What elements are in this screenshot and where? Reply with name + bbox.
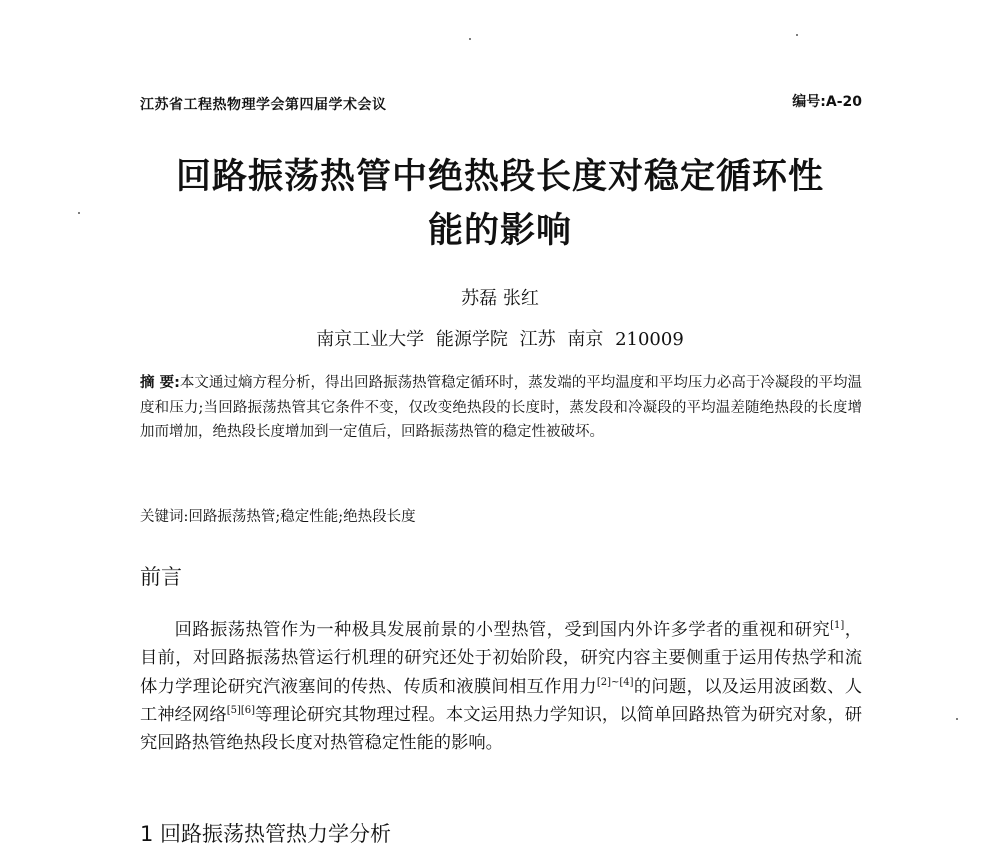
intro-text-3: 的问题，以及运用波函数、人工神经网络 bbox=[140, 676, 862, 725]
paper-title bbox=[140, 150, 860, 258]
title-line-2: 能的影响 bbox=[427, 211, 572, 251]
affiliation: 南京工业大学 能源学院 江苏 南京 210009 bbox=[316, 329, 684, 350]
scan-speck bbox=[796, 34, 798, 36]
paper-code: 编号:A-20 bbox=[792, 94, 862, 110]
scan-speck bbox=[469, 38, 471, 40]
section-heading-1: 1 回路振荡热管热力学分析 bbox=[140, 822, 392, 846]
intro-text-1: 回路振荡热管作为一种极具发展前景的小型热管，受到国内外许多学者的重视和研究 bbox=[174, 620, 831, 640]
intro-paragraph bbox=[140, 616, 862, 757]
authors: 苏磊 张红 bbox=[461, 288, 539, 309]
intro-text-2: ，目前，对回路振荡热管运行机理的研究还处于初始阶段，研究内容主要侧重于运用传热学和流体力学理论研究汽液塞间的传热、传质和液膜间相互作用力 bbox=[140, 620, 862, 697]
abstract-label: 摘 要: bbox=[140, 375, 180, 391]
keywords: 关键词:回路振荡热管;稳定性能;绝热段长度 bbox=[140, 509, 416, 525]
section-heading-intro: 前言 bbox=[140, 565, 182, 589]
scan-speck bbox=[956, 718, 958, 720]
citation-ref-1: [1] bbox=[830, 620, 845, 632]
conference-header: 江苏省工程热物理学会第四届学术会议 bbox=[140, 97, 387, 113]
title-line-1: 回路振荡热管中绝热段长度对稳定循环性 bbox=[175, 157, 824, 197]
scan-speck bbox=[78, 212, 80, 214]
citation-ref-2-4: [2]~[4] bbox=[596, 676, 634, 688]
citation-ref-5-6: [5][6] bbox=[226, 705, 256, 717]
intro-text-4: 等理论研究其物理过程。本文运用热力学知识，以简单回路热管为研究对象，研究回路热管绝热段长度对热管稳定性能的影响。 bbox=[140, 704, 862, 754]
abstract bbox=[140, 371, 862, 445]
abstract-text: 本文通过熵方程分析，得出回路振荡热管稳定循环时，蒸发端的平均温度和平均压力必高于冷凝段的平均温度和压力;当回路振荡热管其它条件不变，仅改变绝热段的长度时，蒸发段和冷凝段的平均温差随绝热段的长度增加而增加，绝热段长度增加到一定值后，回路振荡热管的稳定性被破坏。 bbox=[140, 375, 862, 440]
